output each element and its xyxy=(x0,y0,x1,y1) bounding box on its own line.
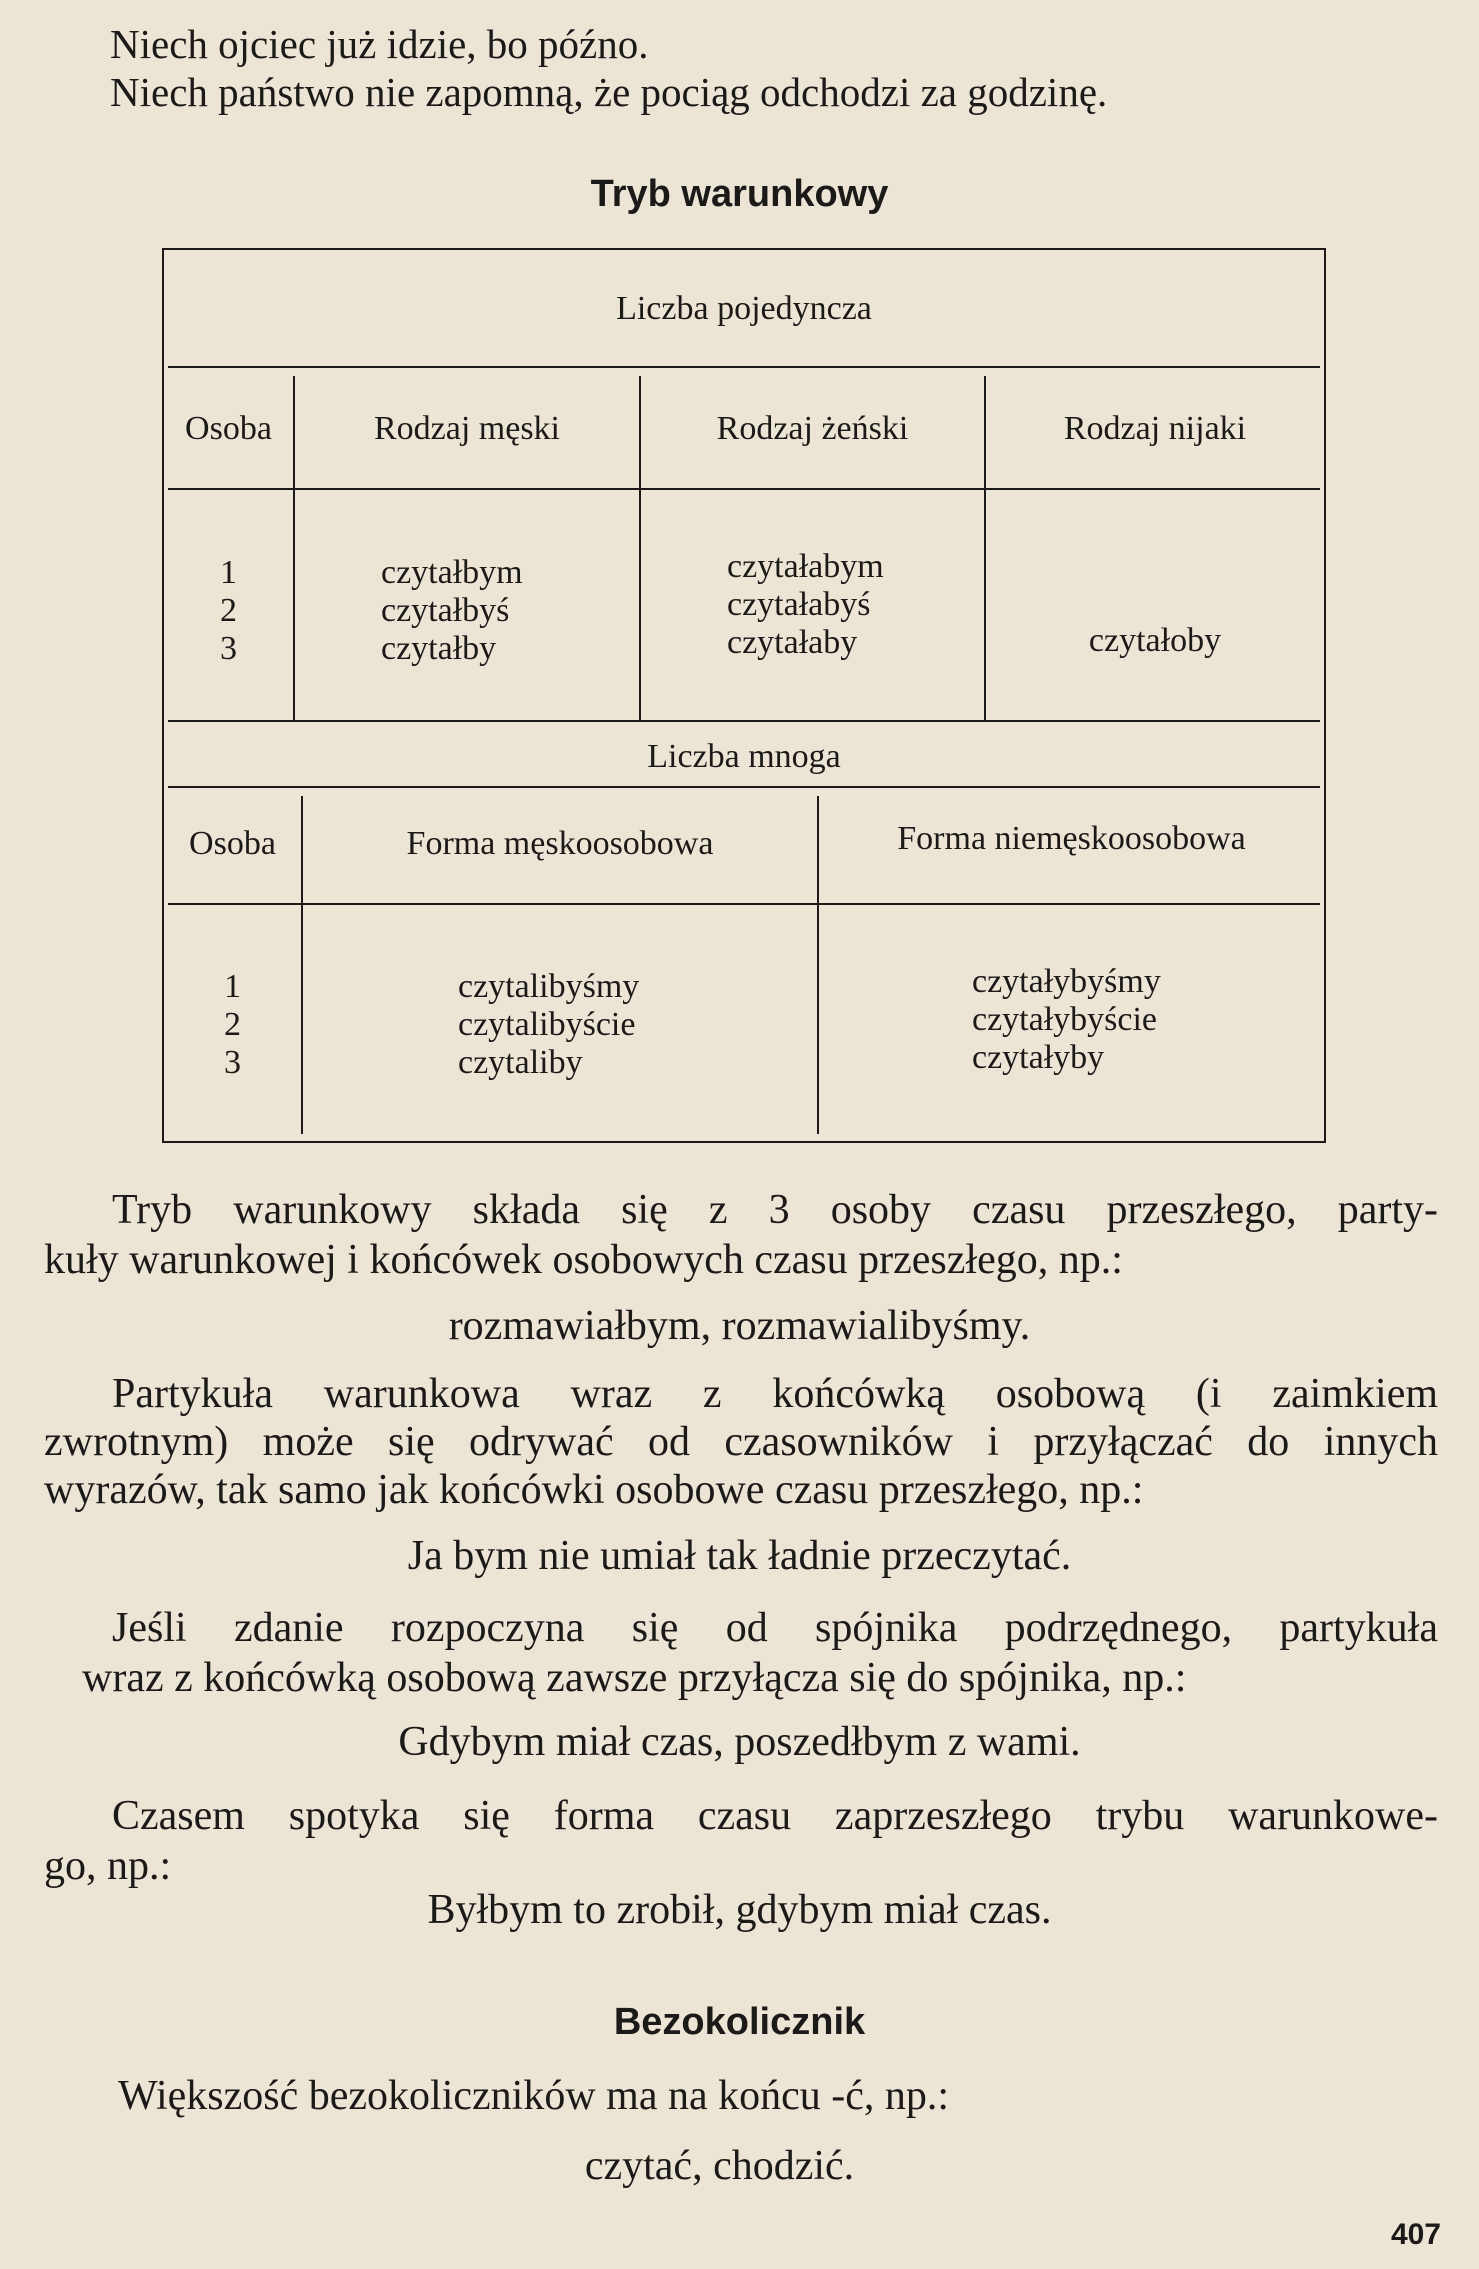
section-title-conditional: Tryb warunkowy xyxy=(590,173,889,215)
page-number: 407 xyxy=(1390,2218,1441,2251)
singular-col-masculine: Rodzaj męski xyxy=(373,410,561,447)
singular-col-neuter: Rodzaj nijaki xyxy=(1063,410,1247,447)
table-border-right xyxy=(1324,248,1326,1143)
plural-col-non-male-personal: Forma niemęskoosobowa xyxy=(897,820,1246,857)
plural-non-male-personal-forms: czytałybyśmy czytałybyście czytałyby xyxy=(972,963,1161,1076)
infinitive-example: czytać, chodzić. xyxy=(584,2143,855,2189)
singular-col-feminine: Rodzaj żeński xyxy=(716,410,909,447)
paragraph-2-line-2: zwrotnym) może się odrywać od czasowników i przyłączać do innych xyxy=(44,1419,1438,1465)
plural-male-personal-forms: czytalibyśmy czytalibyście czytaliby xyxy=(458,968,640,1081)
conjugation-table xyxy=(162,248,1326,1143)
singular-col-person: Osoba xyxy=(185,410,272,447)
rule-under-singular-cols xyxy=(168,488,1320,490)
plural-header: Liczba mnoga xyxy=(647,738,841,775)
section-title-infinitive: Bezokolicznik xyxy=(613,2001,866,2043)
rule-under-plural-cols xyxy=(168,903,1320,905)
example-4: Byłbym to zrobił, gdybym miał czas. xyxy=(427,1887,1052,1933)
paragraph-1-line-2: kuły warunkowej i końcówek osobowych czasu przeszłego, np.: xyxy=(44,1237,1123,1283)
table-border-top xyxy=(162,248,1326,250)
singular-feminine-forms: czytałabym czytałabyś czytałaby xyxy=(727,548,884,661)
rule-under-plural-header xyxy=(168,786,1320,788)
paragraph-1-line-1: Tryb warunkowy składa się z 3 osoby czasu przeszłego, party- xyxy=(112,1187,1438,1233)
example-1: rozmawiałbym, rozmawialibyśmy. xyxy=(448,1303,1031,1349)
plural-col-male-personal: Forma męskoosobowa xyxy=(406,825,714,862)
paragraph-3-line-2: wraz z końcówką osobową zawsze przyłącza się do spójnika, np.: xyxy=(82,1655,1187,1701)
intro-sentence-2: Niech państwo nie zapomną, że pociąg odchodzi za godzinę. xyxy=(110,69,1108,115)
rule-singular-plural-divide xyxy=(168,720,1320,722)
example-3: Gdybym miał czas, poszedłbym z wami. xyxy=(398,1719,1081,1765)
singular-persons: 1 2 3 xyxy=(220,554,237,667)
infinitive-paragraph: Większość bezokoliczników ma na końcu -ć, np.: xyxy=(118,2073,950,2119)
plural-col-person: Osoba xyxy=(189,825,276,862)
paragraph-2-line-3: wyrazów, tak samo jak końcówki osobowe czasu przeszłego, np.: xyxy=(44,1467,1144,1513)
singular-masculine-forms: czytałbym czytałbyś czytałby xyxy=(381,554,523,667)
table-border-bottom xyxy=(162,1141,1326,1143)
example-2: Ja bym nie umiał tak ładnie przeczytać. xyxy=(407,1533,1072,1579)
paragraph-4-line-2: go, np.: xyxy=(44,1843,172,1889)
plural-persons: 1 2 3 xyxy=(224,968,241,1081)
rule-under-singular-header xyxy=(168,366,1320,368)
paragraph-2-line-1: Partykuła warunkowa wraz z końcówką osobową (i zaimkiem xyxy=(112,1371,1438,1417)
intro-sentence-1: Niech ojciec już idzie, bo późno. xyxy=(110,21,649,67)
paragraph-3-line-1: Jeśli zdanie rozpoczyna się od spójnika podrzędnego, partykuła xyxy=(112,1605,1438,1651)
singular-neuter-form: czytałoby xyxy=(1088,622,1222,659)
singular-header: Liczba pojedyncza xyxy=(616,290,872,327)
paragraph-4-line-1: Czasem spotyka się forma czasu zaprzeszłego trybu warunkowe- xyxy=(112,1793,1438,1839)
